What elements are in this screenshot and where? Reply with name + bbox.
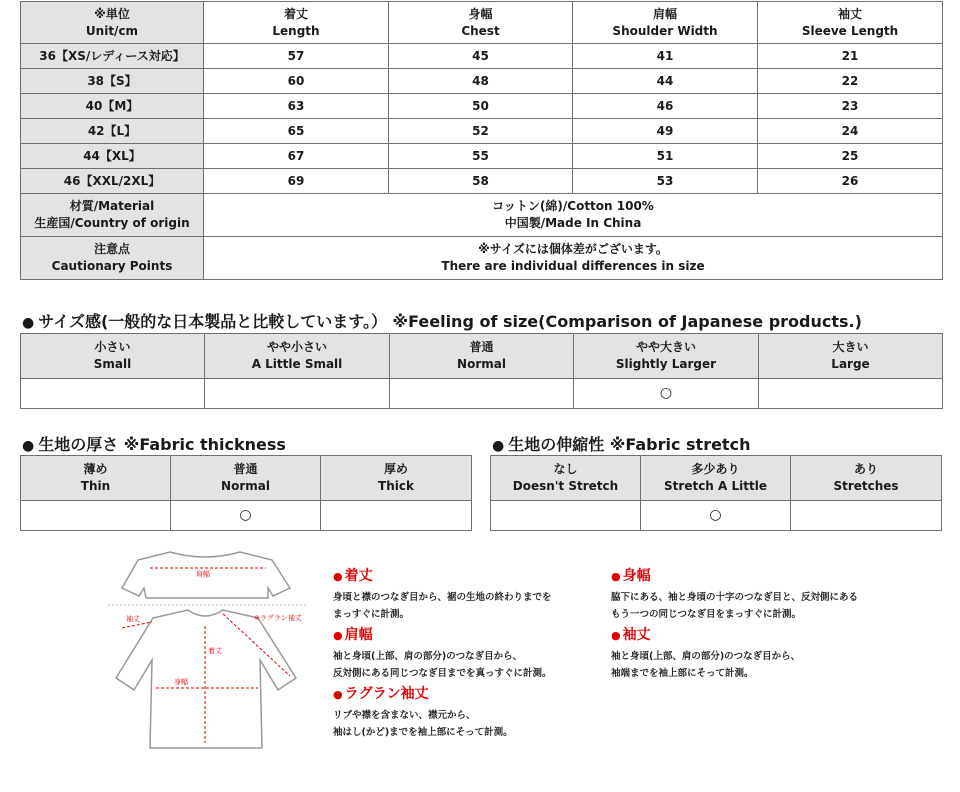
option-jp: 普通	[233, 462, 258, 476]
option-jp: 普通	[469, 340, 494, 354]
bullet-icon: ●	[333, 688, 343, 701]
desc-line: まっすぐに計測。	[333, 609, 410, 620]
measurement-title-text: 身幅	[622, 568, 651, 584]
option-jp: 小さい	[94, 340, 131, 354]
value-cell: 69	[204, 169, 389, 194]
header-en: Unit/cm	[85, 23, 139, 38]
value-cell: 60	[204, 69, 389, 94]
size-label: 42【L】	[21, 119, 204, 144]
option-jp: 薄め	[83, 462, 108, 476]
value-cell: 23	[758, 94, 943, 119]
header-jp: 着丈	[283, 6, 308, 21]
header-cell	[389, 2, 573, 44]
table-row	[21, 94, 943, 119]
measurement-title	[333, 685, 513, 704]
table-row	[21, 119, 943, 144]
option-en: Large	[831, 357, 870, 371]
option-en: Thick	[378, 479, 414, 493]
mark-cell	[21, 379, 205, 409]
value-cell: 46	[573, 94, 758, 119]
option-cell	[574, 334, 759, 379]
measurement-length	[333, 567, 552, 623]
option-en: A Little Small	[251, 357, 343, 371]
option-en: Small	[93, 357, 132, 371]
measurement-desc	[611, 589, 858, 623]
bullet-icon: ●	[492, 438, 505, 454]
option-en: Normal	[221, 479, 270, 493]
option-cell	[791, 456, 942, 501]
size-label: 44【XL】	[21, 144, 204, 169]
bullet-icon: ●	[22, 315, 35, 331]
stretch-title-text: 生地の伸縮性 ※Fabric stretch	[508, 435, 751, 454]
mark-cell	[21, 501, 171, 531]
value-cell: 22	[758, 69, 943, 94]
thickness-title	[22, 432, 286, 455]
measurement-title	[333, 626, 552, 645]
mark-cell	[791, 501, 942, 531]
bullet-icon: ●	[333, 570, 343, 583]
size-table-header	[21, 2, 943, 44]
size-label: 40【M】	[21, 94, 204, 119]
thickness-header	[21, 456, 472, 501]
measurement-title-text: 袖丈	[622, 627, 651, 643]
caution-value-1: ※サイズには個体差がございます。	[478, 242, 668, 256]
tshirt-diagram	[108, 548, 308, 758]
option-en: Normal	[457, 357, 506, 371]
size-feel-table	[20, 333, 943, 409]
caution-value-2: There are individual differences in size	[441, 259, 705, 273]
value-cell: 55	[389, 144, 573, 169]
desc-line: 袖と身頃(上部、肩の部分)のつなぎ目から、	[611, 651, 801, 662]
measurement-desc	[333, 648, 552, 682]
size-feel-header	[21, 334, 943, 379]
size-feel-title-text: サイズ感(一般的な日本製品と比較しています。） ※Feeling of size(Comparison of Japanese products.)	[38, 312, 862, 331]
stretch-marks	[491, 501, 942, 531]
stretch-title	[492, 432, 750, 455]
caution-label-1: 注意点	[93, 242, 130, 256]
desc-line: もう一つの同じつなぎ目をまっすぐに計測。	[611, 609, 802, 620]
header-jp: 身幅	[468, 6, 493, 21]
table-row	[21, 169, 943, 194]
measurement-chest	[611, 567, 858, 623]
stretch-header	[491, 456, 942, 501]
option-jp: あり	[853, 462, 878, 476]
length-label: 着丈	[208, 647, 222, 655]
measurement-title	[611, 567, 858, 586]
header-jp: ※単位	[94, 6, 130, 21]
value-cell: 65	[204, 119, 389, 144]
desc-line: 反対側にある同じつなぎ目までを真っすぐに計測。	[333, 668, 552, 679]
material-row	[21, 194, 943, 237]
size-table	[20, 1, 943, 280]
mark-cell: ○	[574, 379, 759, 409]
measurement-shoulder	[333, 626, 552, 682]
value-cell: 48	[389, 69, 573, 94]
header-en: Sleeve Length	[801, 23, 899, 38]
value-cell: 53	[573, 169, 758, 194]
shoulder-label: 肩幅	[196, 570, 210, 578]
option-cell	[171, 456, 321, 501]
header-jp: 袖丈	[837, 6, 862, 21]
stretch-table	[490, 455, 942, 531]
header-cell	[758, 2, 943, 44]
material-label-2: 生産国/Country of origin	[34, 216, 190, 230]
value-cell: 52	[389, 119, 573, 144]
value-cell: 51	[573, 144, 758, 169]
caution-label	[21, 237, 204, 280]
mark-cell	[205, 379, 390, 409]
option-cell	[759, 334, 943, 379]
option-cell	[491, 456, 641, 501]
option-jp: 厚め	[383, 462, 408, 476]
bullet-icon: ●	[611, 629, 621, 642]
bullet-icon: ●	[611, 570, 621, 583]
table-row	[21, 144, 943, 169]
desc-line: 脇下にある、袖と身頃の十字のつなぎ目と、反対側にある	[611, 592, 859, 603]
material-value	[204, 194, 943, 237]
header-en: Shoulder Width	[612, 23, 718, 38]
option-jp: 多少あり	[691, 462, 740, 476]
mark-cell: ○	[171, 501, 321, 531]
measurement-desc	[333, 707, 513, 741]
material-label-1: 材質/Material	[69, 199, 155, 213]
size-label: 46【XXL/2XL】	[21, 169, 204, 194]
value-cell: 26	[758, 169, 943, 194]
raglan-line	[223, 614, 290, 676]
table-row	[21, 69, 943, 94]
option-cell	[321, 456, 472, 501]
option-en: Thin	[80, 479, 111, 493]
header-cell	[204, 2, 389, 44]
measurement-title-text: 着丈	[344, 568, 373, 584]
measurement-title-text: ラグラン袖丈	[344, 686, 429, 702]
option-cell	[205, 334, 390, 379]
value-cell: 50	[389, 94, 573, 119]
value-cell: 67	[204, 144, 389, 169]
header-jp: 肩幅	[652, 6, 677, 21]
bullet-icon: ●	[22, 438, 35, 454]
header-cell	[21, 2, 204, 44]
option-jp: なし	[553, 462, 578, 476]
thickness-table	[20, 455, 472, 531]
desc-line: 身頃と襟のつなぎ目から、裾の生地の終わりまでを	[333, 592, 552, 603]
option-cell	[21, 334, 205, 379]
measurement-title	[611, 626, 800, 645]
mark-cell	[759, 379, 943, 409]
caution-label-2: Cautionary Points	[51, 259, 173, 273]
value-cell: 25	[758, 144, 943, 169]
measurement-title	[333, 567, 552, 586]
value-cell: 45	[389, 44, 573, 69]
option-en: Stretches	[833, 479, 899, 493]
header-cell	[573, 2, 758, 44]
mark-cell	[321, 501, 472, 531]
measurement-title-text: 肩幅	[344, 627, 373, 643]
material-label	[21, 194, 204, 237]
measurement-sleeve	[611, 626, 800, 682]
size-feel-marks	[21, 379, 943, 409]
size-label: 36【XS/レディース対応】	[21, 44, 204, 69]
mark-cell	[491, 501, 641, 531]
option-cell	[641, 456, 791, 501]
option-en: Slightly Larger	[615, 357, 717, 371]
value-cell: 24	[758, 119, 943, 144]
option-en: Doesn't Stretch	[512, 479, 619, 493]
raglan-label: ※ラグラン袖丈	[254, 614, 302, 622]
header-en: Length	[272, 23, 320, 38]
caution-value	[204, 237, 943, 280]
material-value-1: コットン(綿)/Cotton 100%	[492, 199, 654, 213]
thickness-title-text: 生地の厚さ ※Fabric thickness	[38, 435, 286, 454]
value-cell: 58	[389, 169, 573, 194]
chest-label: 身幅	[174, 678, 188, 686]
option-jp: やや大きい	[635, 340, 696, 354]
shirt-front-outline	[116, 610, 296, 748]
option-en: Stretch A Little	[664, 479, 767, 493]
sleeve-label: 袖丈	[126, 615, 140, 623]
option-cell	[390, 334, 574, 379]
mark-cell: ○	[641, 501, 791, 531]
option-jp: やや小さい	[266, 340, 327, 354]
bullet-icon: ●	[333, 629, 343, 642]
mark-cell	[390, 379, 574, 409]
option-jp: 大きい	[832, 340, 869, 354]
measurement-raglan	[333, 685, 513, 741]
measurement-desc	[611, 648, 800, 682]
value-cell: 41	[573, 44, 758, 69]
caution-row	[21, 237, 943, 280]
value-cell: 57	[204, 44, 389, 69]
desc-line: 袖端までを袖上部にそって計測。	[611, 668, 754, 679]
table-row	[21, 44, 943, 69]
header-en: Chest	[461, 23, 500, 38]
desc-line: 袖はし(かど)までを袖上部にそって計測。	[333, 727, 513, 738]
thickness-marks	[21, 501, 472, 531]
material-value-2: 中国製/Made In China	[504, 216, 642, 230]
size-feel-title	[22, 309, 862, 332]
value-cell: 44	[573, 69, 758, 94]
desc-line: リブや襟を含まない、襟元から、	[333, 710, 476, 721]
measurement-desc	[333, 589, 552, 623]
value-cell: 21	[758, 44, 943, 69]
value-cell: 63	[204, 94, 389, 119]
option-cell	[21, 456, 171, 501]
measure-lines	[122, 568, 290, 743]
desc-line: 袖と身頃(上部、肩の部分)のつなぎ目から、	[333, 651, 523, 662]
size-label: 38【S】	[21, 69, 204, 94]
value-cell: 49	[573, 119, 758, 144]
